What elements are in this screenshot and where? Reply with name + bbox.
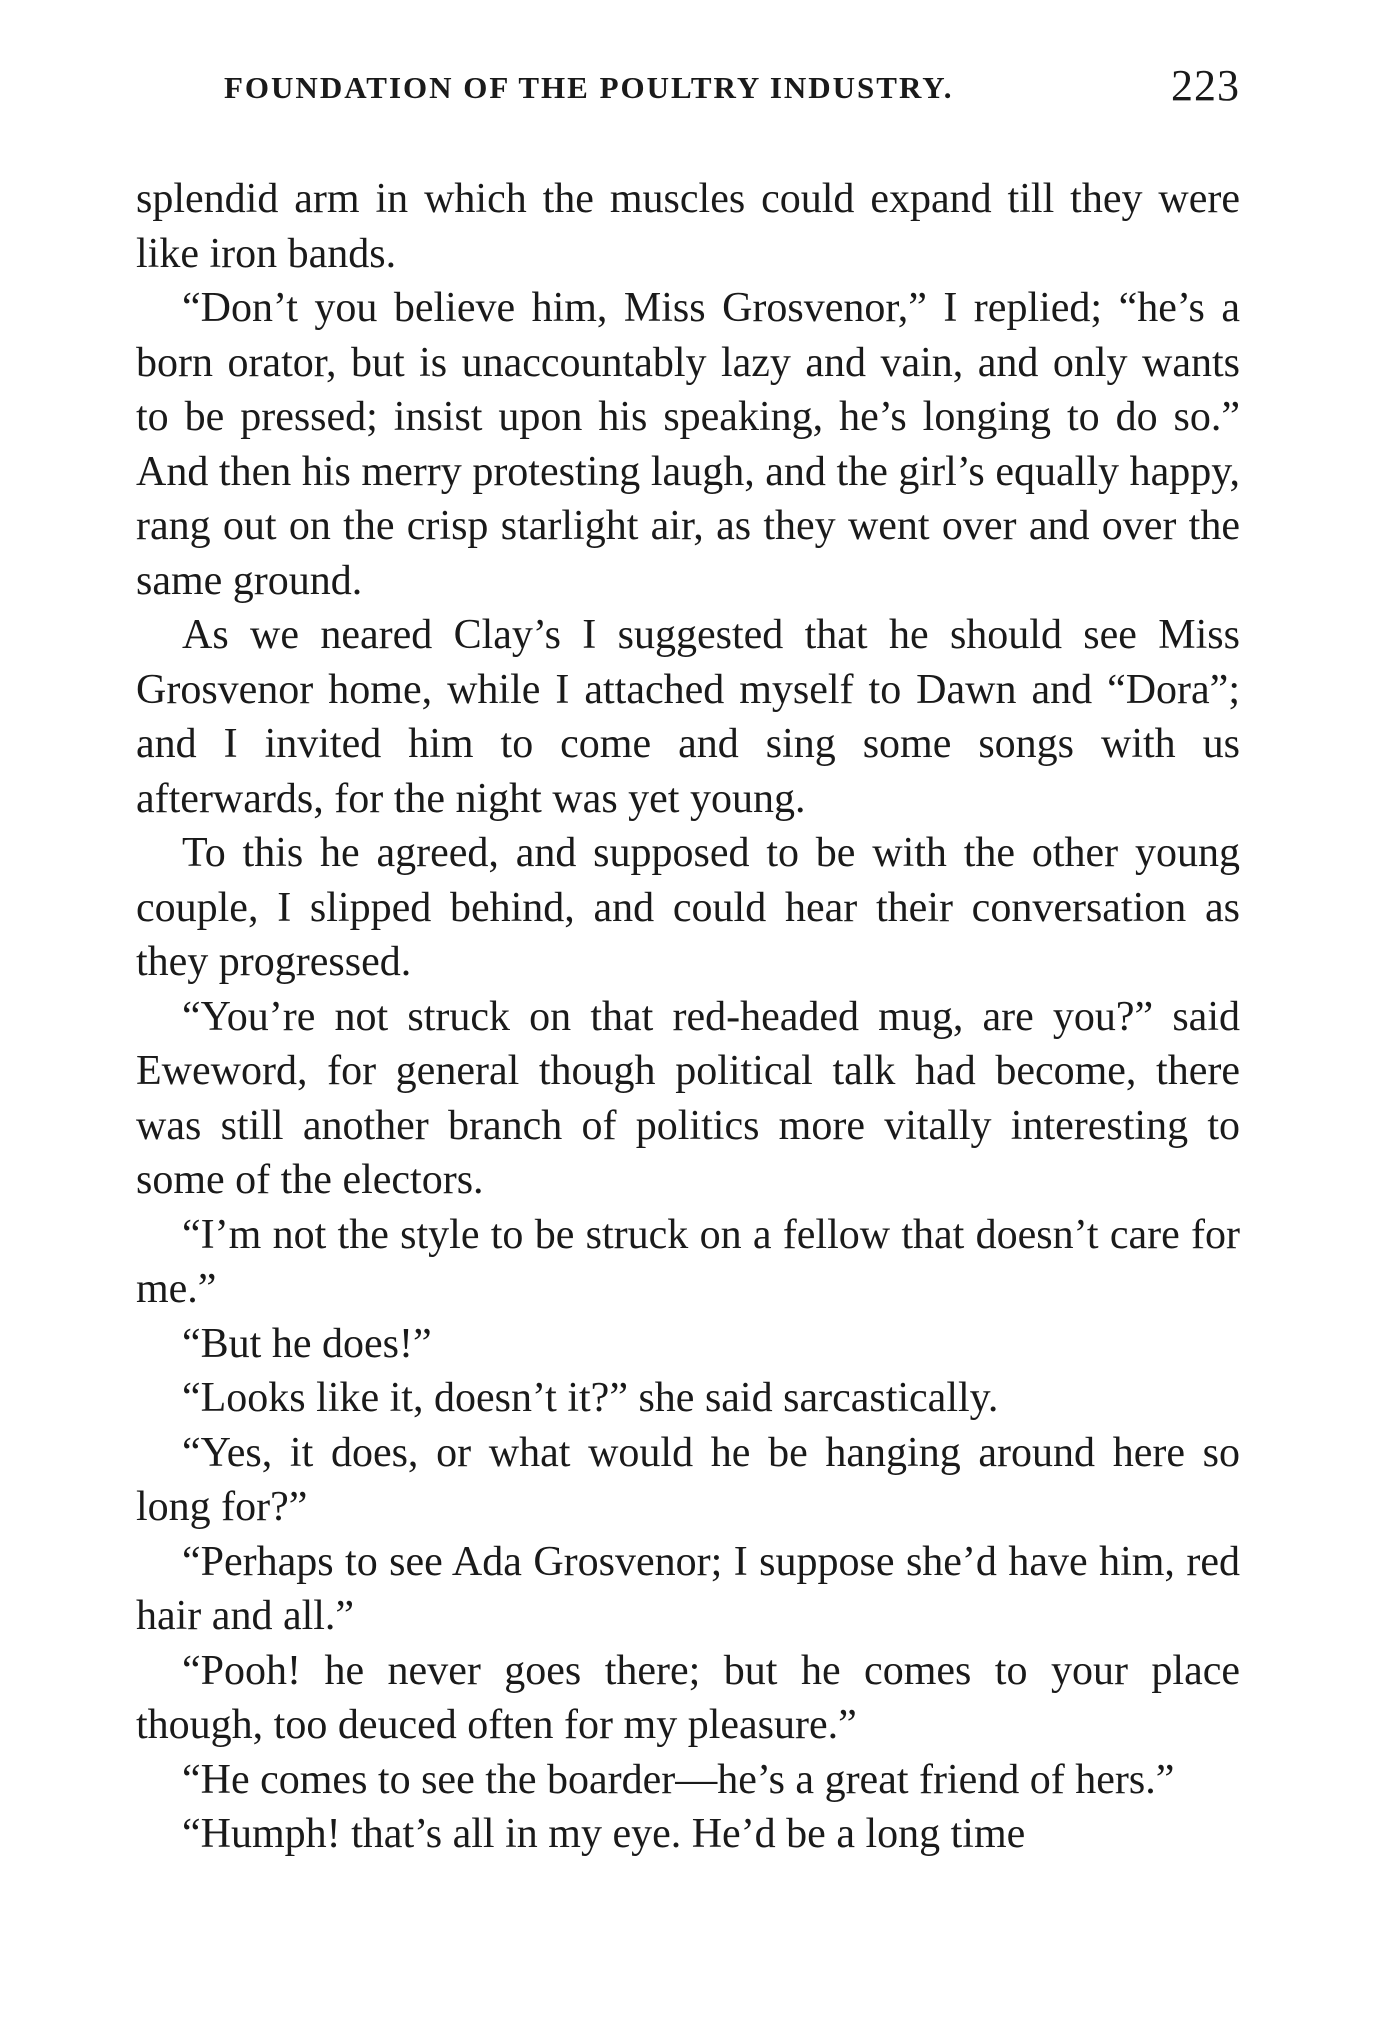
paragraph: splendid arm in which the muscles could expand till they were like iron bands. bbox=[136, 176, 1240, 277]
paragraph: “I’m not the style to be struck on a fellow that doesn’t care for me.” bbox=[136, 1211, 1240, 1312]
running-title: FOUNDATION OF THE POULTRY INDUSTRY. bbox=[224, 70, 954, 105]
paragraph: “But he does!” bbox=[182, 1320, 432, 1367]
paragraph: As we neared Clay’s I suggested that he should see Miss Grosvenor home, while I attached myself to Dawn and “Dora”; and I invited him to come and sing some songs with us afterwards, for the night was yet young. bbox=[136, 612, 1240, 822]
running-head bbox=[136, 58, 1240, 118]
body-text bbox=[136, 172, 1240, 1862]
paragraph: “Looks like it, doesn’t it?” she said sarcastically. bbox=[182, 1375, 999, 1421]
book-page bbox=[136, 58, 1240, 1862]
paragraph: “You’re not struck on that red-headed mug, are you?” said Eweword, for general though political talk had become, there was still another branch of politics more vitally interesting to some of the electors. bbox=[136, 993, 1240, 1203]
paragraph: “Yes, it does, or what would he be hanging around here so long for?” bbox=[136, 1429, 1240, 1530]
paragraph: “Humph! that’s all in my eye. He’d be a long time bbox=[182, 1811, 1026, 1857]
paragraph: “Perhaps to see Ada Grosvenor; I suppose she’d have him, red hair and all.” bbox=[136, 1538, 1240, 1639]
page-number: 223 bbox=[1171, 61, 1240, 110]
paragraph: To this he agreed, and supposed to be with the other young couple, I slipped behind, and could hear their conversation as they progressed. bbox=[136, 830, 1240, 985]
paragraph: “Don’t you believe him, Miss Grosvenor,” I replied; “he’s a born orator, but is unaccountably lazy and vain, and only wants to be pressed; insist upon his speaking, he’s longing to do so.” And then his merry protesting laugh, and the girl’s equally happy, rang out on the crisp starlight air, as they went over and over the same ground. bbox=[136, 285, 1240, 604]
paragraph: “Pooh! he never goes there; but he comes to your place though, too deuced often for my pleasure.” bbox=[136, 1647, 1240, 1748]
paragraph: “He comes to see the boarder—he’s a great friend of hers.” bbox=[182, 1756, 1175, 1803]
